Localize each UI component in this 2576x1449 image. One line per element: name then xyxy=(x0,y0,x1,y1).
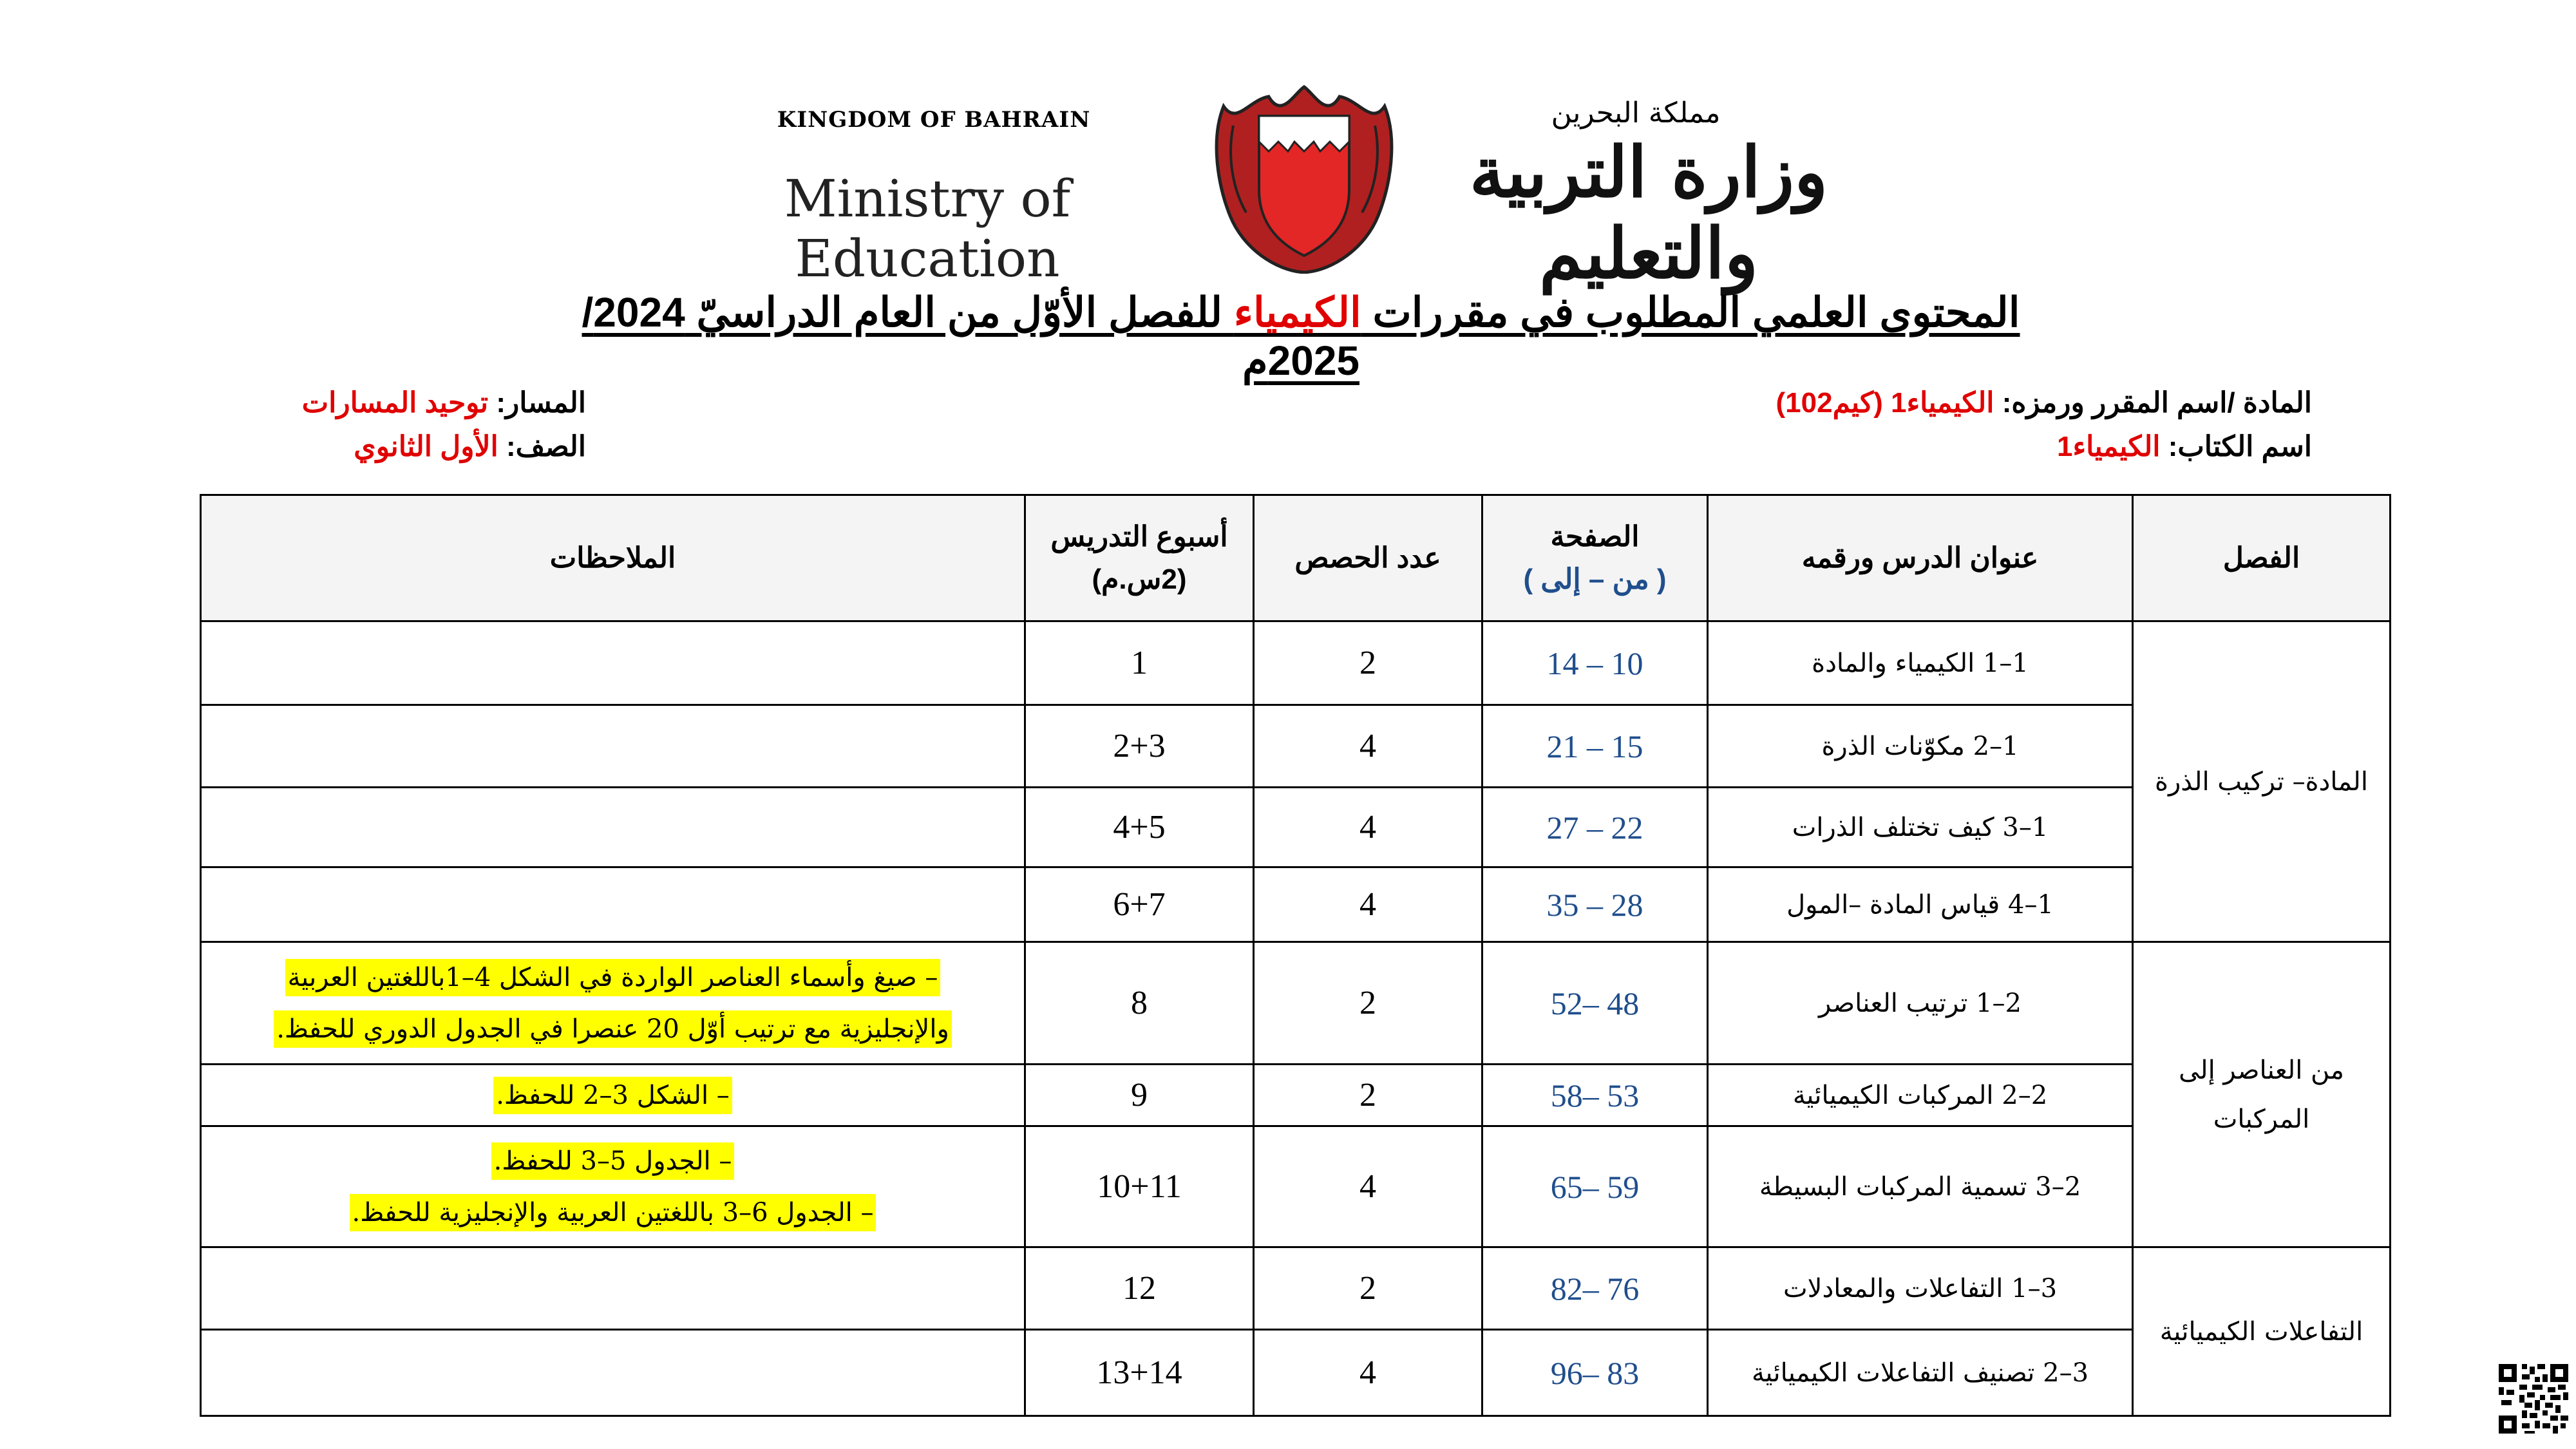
meta-track-value: توحيد المسارات xyxy=(301,387,489,419)
header-ministry-en: Ministry of Education xyxy=(784,169,1071,289)
lesson-week: 6+7 xyxy=(1025,867,1254,942)
curriculum-table xyxy=(200,494,2391,1417)
header-notes: الملاحظات xyxy=(201,495,1025,621)
lesson-title: 1–2 مكوّنات الذرة xyxy=(1708,705,2133,788)
header-unit: الفصل xyxy=(2133,495,2391,621)
header-kingdom-ar: مملكة البحرين xyxy=(1551,97,1721,129)
lesson-periods: 2 xyxy=(1254,1247,1482,1330)
header-ministry-ar: وزارة التربية والتعليم xyxy=(1469,132,1828,294)
meta-grade xyxy=(354,430,586,463)
lesson-periods: 4 xyxy=(1254,788,1482,867)
lesson-title: 2–1 ترتيب العناصر xyxy=(1708,942,2133,1065)
note-highlight: – الجدول 5–3 للحفظ. xyxy=(491,1142,735,1180)
lesson-periods: 4 xyxy=(1254,1126,1482,1247)
lesson-week: 2+3 xyxy=(1025,705,1254,788)
lesson-periods: 4 xyxy=(1254,705,1482,788)
lesson-notes xyxy=(201,1247,1025,1330)
header-pages xyxy=(1482,495,1708,621)
lesson-periods: 2 xyxy=(1254,942,1482,1065)
lesson-pages: 83 –96 xyxy=(1482,1330,1708,1416)
lesson-pages: 28 – 35 xyxy=(1482,867,1708,942)
lesson-pages: 59 –65 xyxy=(1482,1126,1708,1247)
lesson-title: 3–2 تصنيف التفاعلات الكيميائية xyxy=(1708,1330,2133,1416)
meta-book xyxy=(2057,430,2312,463)
header-week-line2: (2س.م) xyxy=(1092,563,1187,595)
lesson-periods: 2 xyxy=(1254,621,1482,705)
bahrain-emblem-logo xyxy=(1211,80,1397,274)
meta-track-label: المسار: xyxy=(488,387,586,419)
note-highlight: – الشكل 3–2 للحفظ. xyxy=(493,1077,732,1114)
lesson-pages: 53 –58 xyxy=(1482,1065,1708,1126)
document-title xyxy=(528,289,2074,385)
header-week-line1: أسبوع التدريس xyxy=(1050,520,1228,553)
lesson-title: 1–3 كيف تختلف الذرات xyxy=(1708,788,2133,867)
lesson-week: 10+11 xyxy=(1025,1126,1254,1247)
lesson-periods: 4 xyxy=(1254,1330,1482,1416)
lesson-notes xyxy=(201,867,1025,942)
table-row xyxy=(201,942,2391,1065)
qr-code-icon xyxy=(2499,1364,2568,1434)
header-lesson: عنوان الدرس ورقمه xyxy=(1708,495,2133,621)
lesson-title: 3–1 التفاعلات والمعادلات xyxy=(1708,1247,2133,1330)
lesson-title: 2–2 المركبات الكيميائية xyxy=(1708,1065,2133,1126)
table-header-row xyxy=(201,495,2391,621)
meta-subject-value: الكيمياء1 (كيم102) xyxy=(1776,387,1994,419)
lesson-week: 1 xyxy=(1025,621,1254,705)
title-after: للفصل الأوّل من العام الدراسيّ 2024/ 2025م xyxy=(582,289,1359,384)
note-highlight: – الجدول 6–3 باللغتين العربية والإنجليزية للحفظ. xyxy=(350,1194,876,1231)
meta-book-value: الكيمياء1 xyxy=(2056,431,2161,462)
lesson-periods: 2 xyxy=(1254,1065,1482,1126)
meta-grade-value: الأول الثانوي xyxy=(354,431,498,462)
meta-track xyxy=(302,386,586,419)
lesson-notes xyxy=(201,705,1025,788)
lesson-notes xyxy=(201,1065,1025,1126)
lesson-pages: 76 –82 xyxy=(1482,1247,1708,1330)
lesson-notes xyxy=(201,942,1025,1065)
lesson-pages: 10 – 14 xyxy=(1482,621,1708,705)
header-pages-line2: ( من – إلى ) xyxy=(1523,563,1667,595)
lesson-week: 13+14 xyxy=(1025,1330,1254,1416)
unit-name: التفاعلات الكيميائية xyxy=(2133,1247,2391,1416)
lesson-title: 2–3 تسمية المركبات البسيطة xyxy=(1708,1126,2133,1247)
lesson-notes xyxy=(201,788,1025,867)
lesson-notes xyxy=(201,1126,1025,1247)
table-row xyxy=(201,1330,2391,1416)
table-row xyxy=(201,1126,2391,1247)
note-highlight: والإنجليزية مع ترتيب أوّل 20 عنصرا في الجدول الدوري للحفظ. xyxy=(274,1010,952,1048)
table-row xyxy=(201,1065,2391,1126)
note-highlight: – صيغ وأسماء العناصر الواردة في الشكل 4–1باللغتين العربية xyxy=(285,959,941,996)
header-pages-line1: الصفحة xyxy=(1550,520,1640,553)
lesson-pages: 22 – 27 xyxy=(1482,788,1708,867)
header-kingdom-en: KINGDOM OF BAHRAIN xyxy=(777,107,1091,133)
lesson-pages: 15 – 21 xyxy=(1482,705,1708,788)
lesson-week: 12 xyxy=(1025,1247,1254,1330)
lesson-periods: 4 xyxy=(1254,867,1482,942)
meta-subject-label: المادة /اسم المقرر ورمزه: xyxy=(1994,387,2312,419)
unit-name: المادة– تركيب الذرة xyxy=(2133,621,2391,942)
header-week xyxy=(1025,495,1254,621)
lesson-pages: 48 –52 xyxy=(1482,942,1708,1065)
table-row xyxy=(201,621,2391,705)
meta-book-label: اسم الكتاب: xyxy=(2160,431,2312,462)
table-row xyxy=(201,705,2391,788)
lesson-week: 9 xyxy=(1025,1065,1254,1126)
lesson-week: 4+5 xyxy=(1025,788,1254,867)
meta-grade-label: الصف: xyxy=(498,431,586,462)
table-row xyxy=(201,1247,2391,1330)
unit-name: من العناصر إلى المركبات xyxy=(2133,942,2391,1247)
title-subject-highlight: الكيمياء xyxy=(1233,289,1361,336)
lesson-notes xyxy=(201,1330,1025,1416)
title-before: المحتوى العلمي المطلوب في مقررات xyxy=(1361,289,2020,336)
lesson-title: 1–4 قياس المادة –المول xyxy=(1708,867,2133,942)
meta-subject xyxy=(1776,386,2312,419)
lesson-notes xyxy=(201,621,1025,705)
header-periods: عدد الحصص xyxy=(1254,495,1482,621)
table-row xyxy=(201,867,2391,942)
table-row xyxy=(201,788,2391,867)
lesson-week: 8 xyxy=(1025,942,1254,1065)
lesson-title: 1–1 الكيمياء والمادة xyxy=(1708,621,2133,705)
